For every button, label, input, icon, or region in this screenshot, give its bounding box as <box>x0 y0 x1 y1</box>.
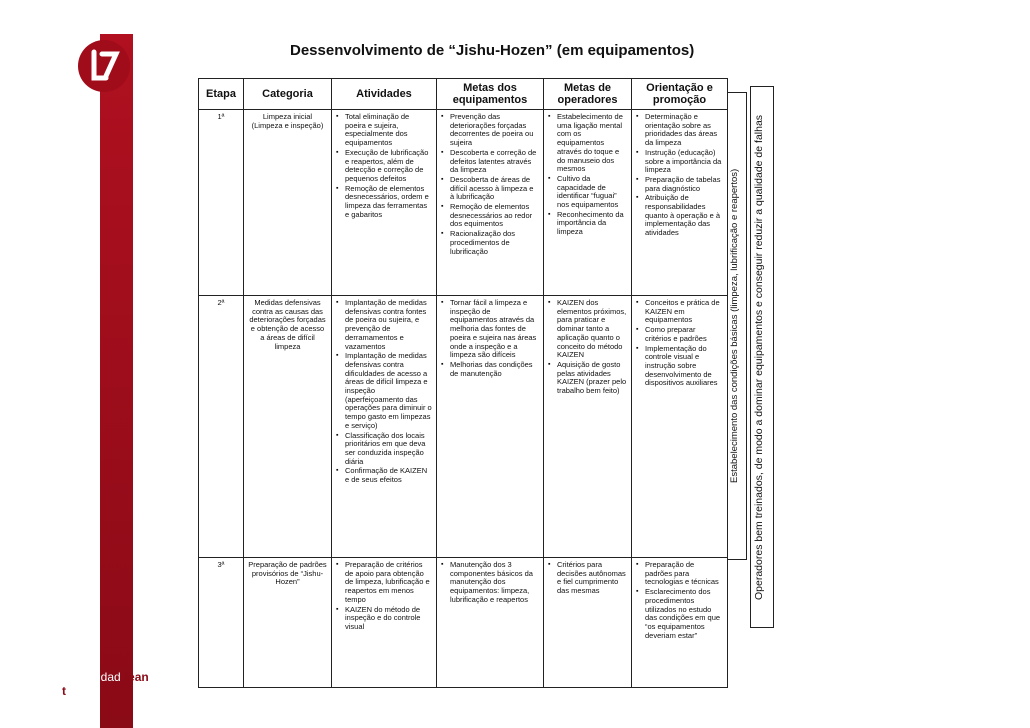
list-item: ▪ Classificação dos locais prioritários em que deva ser conduzida inspeção diária <box>345 432 432 467</box>
red-brand-bar <box>100 34 133 728</box>
header-row <box>199 79 728 110</box>
list-item: ▪ Total eliminação de poeira e sujeira, especialmente dos equipamentos <box>345 113 432 148</box>
table-row <box>199 296 728 558</box>
list-item: ▪ Implantação de medidas defensivas contra dificuldades de acesso a áreas de difícil limpeza e inspeção (aperfeiçoamento das operações para diminuir o tempo gasto em limpezas e serviço) <box>345 352 432 430</box>
etapa-cell: 2ª <box>199 296 244 558</box>
list-item: ▪ Descoberta e correção de defeitos latentes através da limpeza <box>450 149 539 175</box>
list-item: ▪ Esclarecimento dos procedimentos utilizados no estudo das condições em que “os equipamentos deveriam estar” <box>645 588 723 640</box>
footer-text <box>62 670 149 698</box>
slide-sidebar <box>0 0 149 728</box>
list-item: ▪ Melhorias das condições de manutenção <box>450 361 539 378</box>
header-metas-equipamentos: Metas dos equipamentos <box>437 79 544 110</box>
etapa-cell: 3ª <box>199 558 244 688</box>
list-item: ▪ KAIZEN dos elementos próximos, para praticar e dominar tanto a aplicação quanto o conceito do método KAIZEN <box>557 299 627 360</box>
footer-part-1: comunidad <box>62 670 121 684</box>
list-item: ▪ Preparação de tabelas para diagnóstico <box>645 176 723 193</box>
atividades-cell <box>332 558 437 688</box>
list-item: ▪ Descoberta de áreas de difícil acesso à limpeza e à lubrificação <box>450 176 539 202</box>
footer-part-2: lean t <box>62 670 149 698</box>
list-item: ▪ Cultivo da capacidade de identificar “fuguai” nos equipamentos <box>557 175 627 210</box>
list-item: ▪ Prevenção das deteriorações forçadas decorrentes de poeira ou sujeira <box>450 113 539 148</box>
metas-oper-cell <box>544 296 632 558</box>
list-item: ▪ Como preparar critérios e padrões <box>645 326 723 343</box>
list-item: ▪ Conceitos e prática de KAIZEN em equipamentos <box>645 299 723 325</box>
header-etapa: Etapa <box>199 79 244 110</box>
list-item: ▪ Manutenção dos 3 componentes básicos da manutenção dos equipamentos: limpeza, lubrificação e reapertos <box>450 561 539 605</box>
metas-equip-cell <box>437 296 544 558</box>
orientacao-cell <box>632 296 728 558</box>
orientacao-cell <box>632 558 728 688</box>
orientacao-cell <box>632 110 728 296</box>
list-item: ▪ Tornar fácil a limpeza e inspeção de equipamentos através da melhoria das fontes de poeira e sujeira nas áreas onde a inspeção e a limpeza são difíceis <box>450 299 539 360</box>
lean-logo-icon <box>76 38 132 94</box>
metas-oper-cell <box>544 110 632 296</box>
header-atividades: Atividades <box>332 79 437 110</box>
header-categoria: Categoria <box>244 79 332 110</box>
list-item: ▪ Determinação e orientação sobre as prioridades das áreas da limpeza <box>645 113 723 148</box>
list-item: ▪ Preparação de critérios de apoio para obtenção de limpeza, lubrificação e reapertos em menos tempo <box>345 561 432 605</box>
table-row <box>199 110 728 296</box>
list-item: ▪ Instrução (educação) sobre a importância da limpeza <box>645 149 723 175</box>
list-item: ▪ Aquisição de gosto pelas atividades KAIZEN (prazer pelo trabalho bem feito) <box>557 361 627 396</box>
metas-equip-cell <box>437 558 544 688</box>
atividades-cell <box>332 110 437 296</box>
side-label-trained-operators: Operadores bem treinados, de modo a dominar equipamentos e conseguir reduzir a qualidade de falhas <box>753 114 765 600</box>
side-label-basic-conditions: Estabelecimento das condições básicas (limpeza, lubrificação e reapertos) <box>729 168 740 484</box>
header-orientacao: Orientação e promoção <box>632 79 728 110</box>
list-item: ▪ Critérios para decisões autônomas e fiel cumprimento das mesmas <box>557 561 627 596</box>
metas-equip-cell <box>437 110 544 296</box>
document-title: Dessenvolvimento de “Jishu-Hozen” (em equipamentos) <box>290 42 695 59</box>
categoria-cell: Preparação de padrões provisórios de “Jishu-Hozen” <box>244 558 332 688</box>
list-item: ▪ Reconhecimento da importância da limpeza <box>557 211 627 237</box>
list-item: ▪ Remoção de elementos desnecessários, ordem e limpeza das ferramentas e gabaritos <box>345 185 432 220</box>
atividades-cell <box>332 296 437 558</box>
list-item: ▪ Preparação de padrões para tecnologias e técnicas <box>645 561 723 587</box>
etapa-cell: 1ª <box>199 110 244 296</box>
metas-oper-cell <box>544 558 632 688</box>
list-item: ▪ Confirmação de KAIZEN e de seus efeitos <box>345 467 432 484</box>
categoria-cell: Medidas defensivas contra as causas das deteriorações forçadas e obtenção de acesso a áreas de difícil limpeza <box>244 296 332 558</box>
jishu-hozen-table <box>198 78 728 688</box>
list-item: ▪ Racionalização dos procedimentos de lubrificação <box>450 230 539 256</box>
categoria-cell: Limpeza inicial (Limpeza e inspeção) <box>244 110 332 296</box>
list-item: ▪ Implantação de medidas defensivas contra fontes de poeira ou sujeira, e prevenção de derramamentos e vazamentos <box>345 299 432 351</box>
list-item: ▪ Estabelecimento de uma ligação mental com os equipamentos através do toque e do manuseio dos mesmos <box>557 113 627 174</box>
list-item: ▪ Atribuição de responsabilidades quanto à operação e à implementação das atividades <box>645 194 723 238</box>
list-item: ▪ KAIZEN do método de inspeção e do controle visual <box>345 606 432 632</box>
header-metas-operadores: Metas de operadores <box>544 79 632 110</box>
list-item: ▪ Execução de lubrificação e reapertos, além de detecção e correção de pequenos defeitos <box>345 149 432 184</box>
list-item: ▪ Remoção de elementos desnecessários ao redor dos equimentos <box>450 203 539 229</box>
table-row <box>199 558 728 688</box>
list-item: ▪ Implementação do controle visual e instrução sobre desenvolvimento de dispositivos auxiliares <box>645 345 723 389</box>
